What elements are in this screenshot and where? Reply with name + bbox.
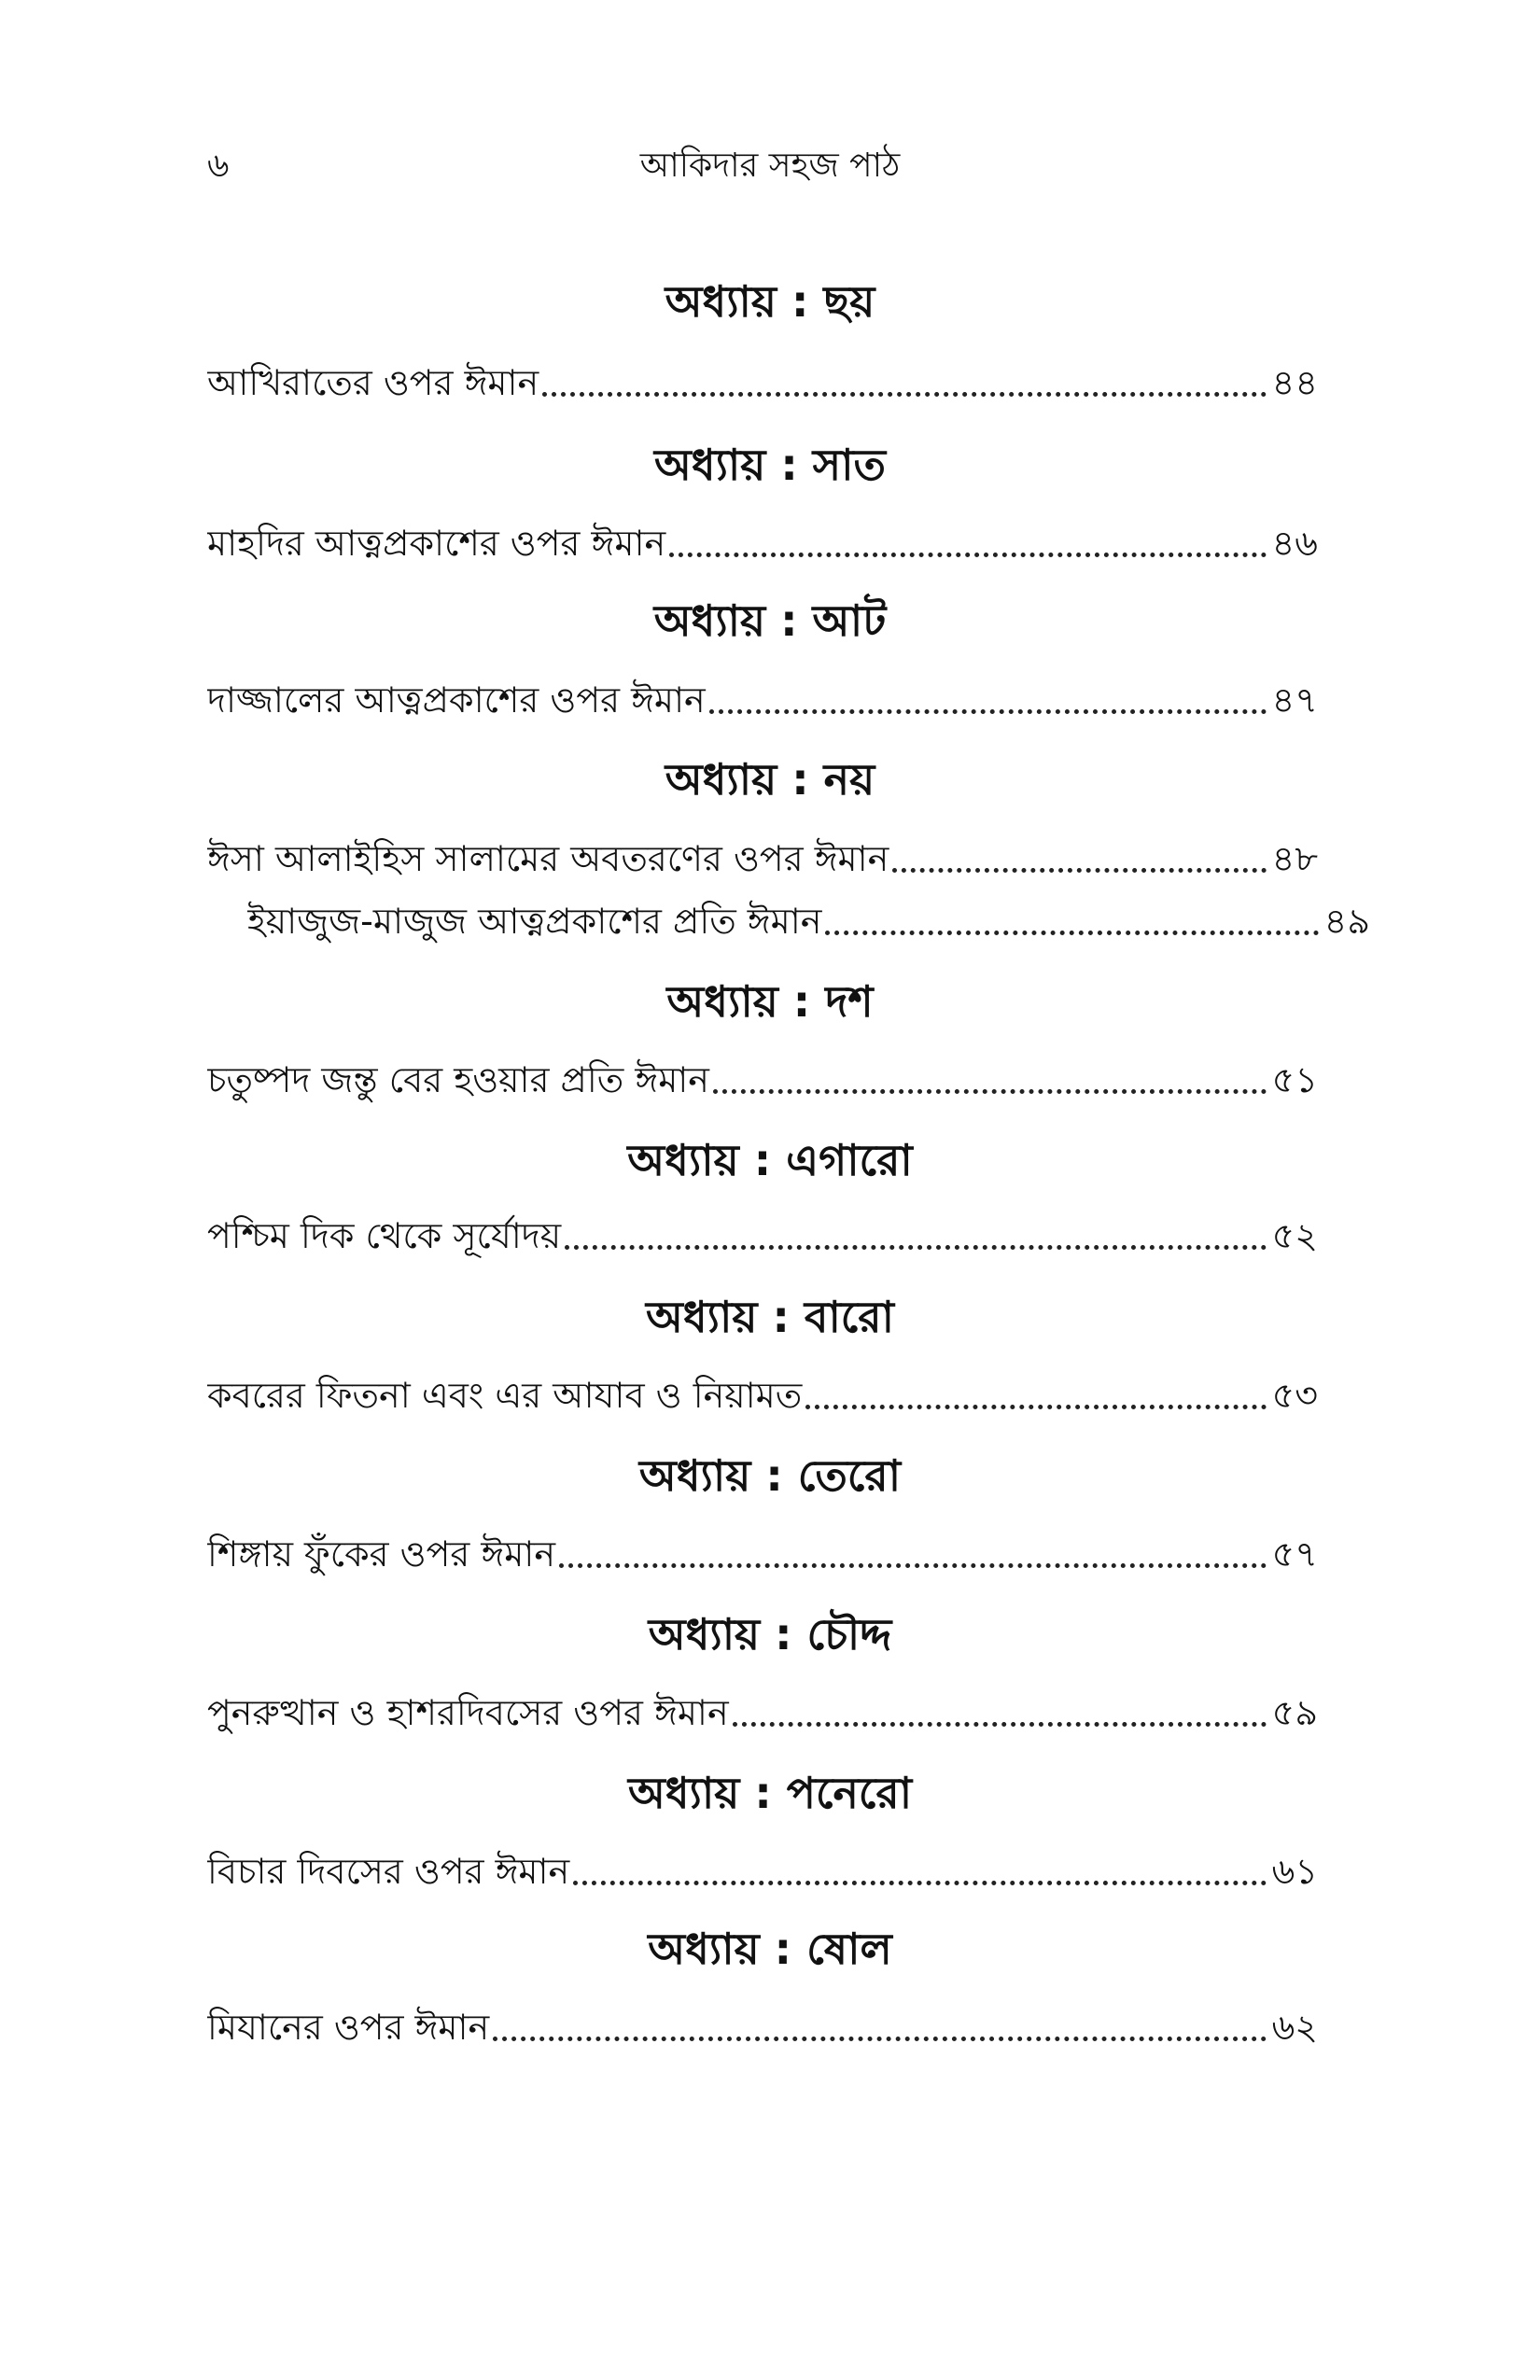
dot-leader bbox=[825, 931, 1318, 935]
toc-entry-title: ইয়াজুজ-মাজুজ আত্নপ্রকাশের প্রতি ঈমান bbox=[247, 901, 822, 942]
toc-entry[interactable] bbox=[247, 891, 1370, 947]
toc-entry-title: দাজ্জালের আত্নপ্রকাশের ওপর ঈমান bbox=[207, 679, 706, 721]
dot-leader bbox=[565, 1245, 1267, 1250]
dot-leader bbox=[542, 392, 1266, 397]
toc-entry-title: আখিরাতের ওপর ঈমান bbox=[207, 362, 539, 403]
toc-entry-page: ৫১ bbox=[1271, 1059, 1318, 1100]
toc-entry[interactable] bbox=[207, 1997, 1318, 2053]
toc-entry-title: চতুষ্পদ জন্তু বের হওয়ার প্রতি ঈমান bbox=[207, 1059, 709, 1100]
toc-entry[interactable] bbox=[207, 1524, 1318, 1580]
toc-entry[interactable] bbox=[207, 1841, 1318, 1897]
chapter-heading: অধ্যায় : নয় bbox=[665, 754, 875, 805]
toc-entry-title: মিযানের ওপর ঈমান bbox=[207, 2007, 490, 2048]
toc-entry-page: ৫৭ bbox=[1271, 1533, 1318, 1575]
toc-entry[interactable] bbox=[207, 1683, 1318, 1739]
chapter-heading: অধ্যায় : এগারো bbox=[627, 1135, 913, 1185]
toc-entry[interactable] bbox=[207, 829, 1318, 885]
toc-entry[interactable] bbox=[207, 513, 1318, 569]
chapter-heading: অধ্যায় : ষোল bbox=[648, 1924, 892, 1974]
toc-entry[interactable] bbox=[207, 1050, 1318, 1106]
chapter-heading: অধ্যায় : আট bbox=[653, 595, 887, 646]
toc-entry[interactable] bbox=[207, 353, 1318, 409]
chapter-heading: অধ্যায় : তেরো bbox=[638, 1450, 902, 1501]
toc-entry-page: ৪৬ bbox=[1271, 523, 1318, 564]
toc-entry-title: পুনরুত্থান ও হাশরদিবসের ওপর ঈমান bbox=[207, 1692, 729, 1733]
chapter-heading: অধ্যায় : সাত bbox=[653, 440, 887, 490]
dot-leader bbox=[713, 1089, 1267, 1094]
toc-entry-page: ৫৯ bbox=[1271, 1692, 1318, 1733]
toc-entry[interactable] bbox=[207, 1365, 1318, 1421]
chapter-heading: অধ্যায় : চৌদ্দ bbox=[648, 1609, 892, 1659]
toc-entry-title: পশ্চিম দিক থেকে সূর্যোদয় bbox=[207, 1215, 562, 1256]
dot-leader bbox=[892, 868, 1266, 873]
toc-entry[interactable] bbox=[207, 670, 1318, 726]
dot-leader bbox=[669, 553, 1266, 557]
toc-entry-title: বিচার দিবসের ওপর ঈমান bbox=[207, 1851, 570, 1892]
toc-entry-page: ৪৯ bbox=[1323, 901, 1370, 942]
chapter-heading: অধ্যায় : দশ bbox=[666, 976, 874, 1027]
toc-entry-title: মাহদির আত্নপ্রকাশের ওপর ঈমান bbox=[207, 523, 666, 564]
dot-leader bbox=[573, 1881, 1266, 1885]
toc-entry-page: ৪৪ bbox=[1271, 362, 1318, 403]
chapter-heading: অধ্যায় : ছয় bbox=[665, 276, 875, 327]
toc-entry-page: ৬১ bbox=[1271, 1851, 1318, 1892]
toc-entry-page: ৫৩ bbox=[1271, 1375, 1318, 1416]
dot-leader bbox=[709, 709, 1267, 714]
dot-leader bbox=[805, 1405, 1266, 1409]
toc-entry-title: কবরের ফিতনা এবং এর আযাব ও নিয়ামত bbox=[207, 1375, 803, 1416]
toc-entry[interactable] bbox=[207, 1206, 1318, 1262]
toc-entry-title: ঈসা আলাইহিস সালামের অবতরণের ওপর ঈমান bbox=[207, 838, 889, 879]
toc-entry-page: ৪৮ bbox=[1271, 838, 1318, 879]
toc-entry-title: শিঙ্গায় ফুঁকের ওপর ঈমান bbox=[207, 1533, 555, 1575]
toc-entry-page: ৬২ bbox=[1271, 2007, 1318, 2048]
chapter-heading: অধ্যায় : পনেরো bbox=[627, 1768, 913, 1818]
chapter-heading: অধ্যায় : বারো bbox=[646, 1292, 894, 1342]
toc-entry-page: ৪৭ bbox=[1271, 679, 1318, 721]
page-header bbox=[0, 140, 1540, 196]
toc-entry-page: ৫২ bbox=[1271, 1215, 1318, 1256]
dot-leader bbox=[559, 1563, 1267, 1568]
dot-leader bbox=[493, 2037, 1266, 2041]
page-number: ৬ bbox=[207, 147, 230, 185]
running-title: আকিদার সহজ পাঠ bbox=[639, 147, 901, 185]
dot-leader bbox=[733, 1722, 1267, 1727]
